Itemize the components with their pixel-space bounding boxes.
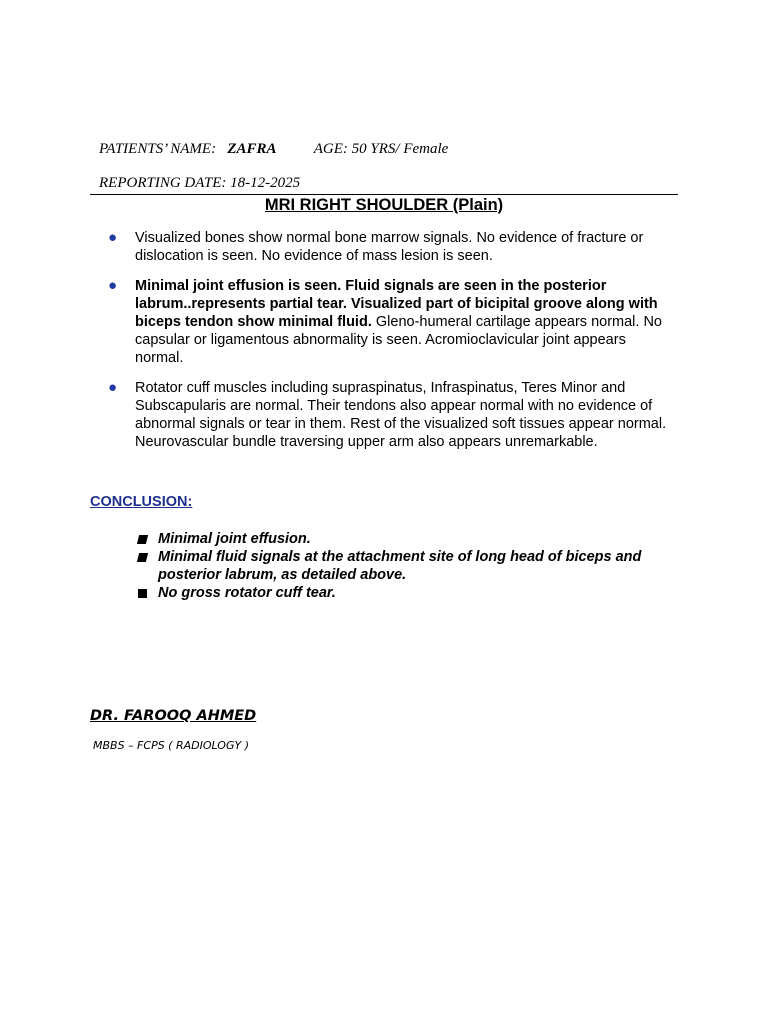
- doctor-qualification: MBBS – FCPS ( RADIOLOGY ): [93, 739, 249, 752]
- header-divider: [90, 194, 678, 195]
- report-title-text: MRI RIGHT SHOULDER (Plain): [264, 196, 504, 214]
- finding-text: Rotator cuff muscles including supraspinatus, Infraspinatus, Teres Minor and Subscapularis are normal. Their tendons also appear normal with no evidence of abnormal signals or tear in them. Rest of the visualized soft tissues appear normal. Neurovascular bundle traversing upper arm also appears unremarkable.: [135, 380, 667, 450]
- doctor-name: DR. FAROOQ AHMED: [90, 708, 257, 724]
- bullet-icon: ●: [108, 229, 118, 246]
- bullet-icon: ●: [108, 277, 118, 294]
- findings-list: [108, 229, 678, 463]
- square-bullet-icon: [137, 535, 148, 544]
- finding-item: [108, 229, 678, 265]
- conclusion-heading: CONCLUSION:: [90, 494, 193, 510]
- report-title: [0, 196, 768, 215]
- finding-item: [108, 277, 678, 367]
- finding-bold-text: Minimal joint effusion is seen. Fluid signals are seen in the posterior labrum..represents partial tear. Visualized part of bicipital groove along with biceps tendon show minimal fluid.: [135, 278, 658, 330]
- conclusion-item: [136, 548, 681, 584]
- finding-item: [108, 379, 678, 451]
- patient-name-label: PATIENTS’ NAME:: [99, 141, 217, 157]
- conclusion-text: Minimal joint effusion.: [158, 531, 311, 547]
- bullet-icon: ●: [108, 379, 118, 396]
- conclusion-list: [136, 530, 681, 602]
- patient-name: ZAFRA: [227, 141, 277, 157]
- conclusion-item: [136, 530, 681, 548]
- conclusion-text: No gross rotator cuff tear.: [158, 585, 336, 601]
- patient-info-line: [99, 141, 448, 158]
- patient-age: AGE: 50 YRS/ Female: [313, 141, 449, 157]
- square-bullet-icon: [138, 589, 147, 598]
- square-bullet-icon: [137, 553, 148, 562]
- finding-text: Gleno-humeral cartilage appears normal. No capsular or ligamentous abnormality is seen. Acromioclavicular joint appears normal.: [135, 314, 663, 366]
- finding-text: Visualized bones show normal bone marrow signals. No evidence of fracture or dislocation is seen. No evidence of mass lesion is seen.: [135, 230, 644, 264]
- conclusion-text: Minimal fluid signals at the attachment site of long head of biceps and posterior labrum, as detailed above.: [158, 549, 642, 583]
- reporting-date: REPORTING DATE: 18-12-2025: [99, 175, 301, 191]
- conclusion-item: [136, 584, 681, 602]
